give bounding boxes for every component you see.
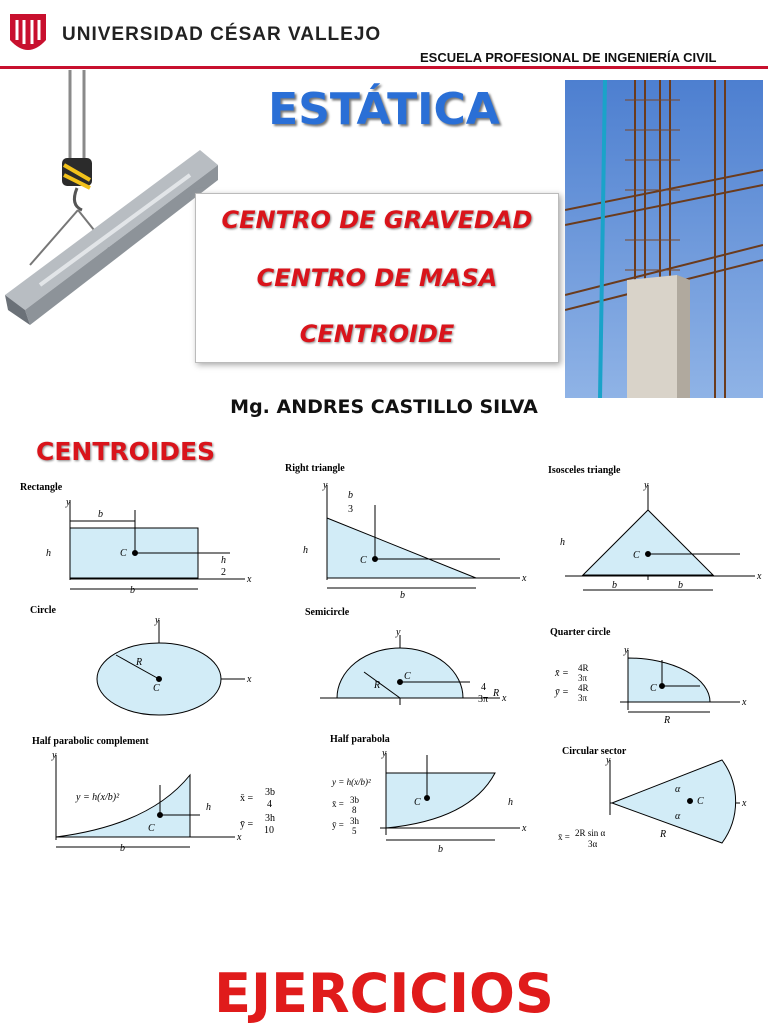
svg-text:y: y (323, 480, 328, 491)
svg-text:10: 10 (264, 825, 274, 836)
svg-text:3h: 3h (265, 813, 275, 824)
svg-text:α: α (675, 784, 681, 795)
svg-text:Rectangle: Rectangle (20, 482, 63, 493)
svg-text:h: h (303, 545, 308, 556)
svg-text:ȳ =: ȳ = (555, 687, 569, 698)
svg-text:x: x (247, 574, 252, 585)
quarter-circle-shape (550, 627, 747, 726)
svg-text:y: y (382, 748, 387, 759)
svg-text:3α: 3α (588, 839, 598, 849)
svg-text:C: C (120, 548, 127, 559)
svg-text:h: h (508, 797, 513, 808)
author-name: Mg. ANDRES CASTILLO SILVA (230, 396, 538, 418)
svg-text:x: x (757, 571, 762, 582)
svg-text:y = h(x/b)²: y = h(x/b)² (76, 792, 120, 803)
svg-text:x: x (237, 832, 242, 843)
svg-text:8: 8 (352, 805, 357, 815)
svg-text:R: R (136, 657, 143, 668)
svg-text:Circular sector: Circular sector (562, 746, 627, 757)
half-parabolic-complement-shape (32, 736, 275, 854)
semicircle-shape (305, 607, 507, 705)
right-triangle-shape (285, 463, 527, 601)
svg-text:y: y (66, 497, 71, 508)
svg-text:4R: 4R (578, 683, 589, 693)
svg-text:R: R (664, 715, 671, 726)
svg-text:x̄ =: x̄ = (555, 668, 569, 679)
svg-text:R: R (660, 829, 667, 840)
svg-text:y: y (155, 615, 160, 626)
svg-text:h: h (221, 555, 226, 566)
svg-text:x: x (247, 674, 252, 685)
university-name: UNIVERSIDAD CÉSAR VALLEJO (62, 24, 382, 45)
svg-text:3h: 3h (350, 816, 359, 826)
svg-text:Isosceles triangle: Isosceles triangle (548, 465, 621, 476)
svg-text:2R sin α: 2R sin α (575, 828, 606, 838)
svg-text:b: b (400, 590, 405, 601)
svg-text:ȳ =: ȳ = (240, 819, 254, 830)
svg-text:C: C (650, 683, 657, 694)
svg-text:b: b (612, 580, 617, 591)
svg-text:R: R (493, 688, 500, 699)
svg-text:3π: 3π (478, 694, 489, 705)
svg-text:x̄ =: x̄ = (240, 793, 254, 804)
svg-text:α: α (675, 811, 681, 822)
section-heading: CENTROIDES (36, 437, 216, 466)
svg-text:y = h(x/b)²: y = h(x/b)² (332, 777, 371, 787)
svg-text:C: C (404, 671, 411, 682)
construction-column-photo (565, 80, 763, 398)
svg-text:2: 2 (221, 567, 226, 578)
topic-centro-de-gravedad: CENTRO DE GRAVEDAD (221, 206, 533, 234)
svg-text:x̄ =: x̄ = (332, 799, 344, 809)
svg-text:C: C (414, 797, 421, 808)
topic-centroide: CENTROIDE (299, 320, 455, 348)
svg-text:x: x (742, 697, 747, 708)
rectangle-shape (20, 482, 252, 596)
svg-text:y: y (606, 755, 611, 766)
svg-text:4R: 4R (578, 663, 589, 673)
svg-text:Right triangle: Right triangle (285, 463, 345, 474)
svg-text:C: C (153, 683, 160, 694)
header-divider (0, 66, 768, 69)
svg-text:Quarter circle: Quarter circle (550, 627, 611, 638)
svg-text:Semicircle: Semicircle (305, 607, 350, 618)
svg-text:h: h (560, 537, 565, 548)
svg-text:3: 3 (348, 504, 353, 515)
svg-text:Half parabolic complement: Half parabolic complement (32, 736, 149, 747)
svg-text:ȳ =: ȳ = (332, 820, 344, 830)
svg-text:3b: 3b (350, 795, 359, 805)
svg-text:h: h (46, 548, 51, 559)
svg-text:3π: 3π (578, 693, 588, 703)
footer-heading: EJERCICIOS (214, 962, 554, 1025)
svg-text:x: x (522, 573, 527, 584)
svg-text:x: x (742, 798, 747, 809)
svg-text:C: C (633, 550, 640, 561)
page-title: ESTÁTICA (268, 84, 500, 135)
svg-text:b: b (348, 490, 353, 501)
centroid-shapes-figure (0, 455, 768, 875)
isosceles-triangle-shape (548, 465, 762, 591)
svg-text:C: C (697, 796, 704, 807)
university-logo-icon (8, 10, 48, 60)
svg-text:C: C (360, 555, 367, 566)
svg-text:x: x (522, 823, 527, 834)
svg-text:4: 4 (267, 799, 272, 810)
svg-text:Circle: Circle (30, 605, 56, 616)
circle-shape (30, 605, 252, 715)
svg-text:y: y (52, 750, 57, 761)
svg-text:b: b (130, 585, 135, 596)
svg-text:y: y (644, 480, 649, 491)
svg-text:h: h (206, 802, 211, 813)
svg-text:C: C (148, 823, 155, 834)
svg-text:Half parabola: Half parabola (330, 734, 390, 745)
svg-text:4: 4 (481, 682, 486, 693)
half-parabola-shape (330, 734, 527, 855)
svg-text:b: b (438, 844, 443, 855)
svg-text:b: b (120, 843, 125, 854)
svg-text:3b: 3b (265, 787, 275, 798)
svg-text:y: y (624, 645, 629, 656)
svg-text:y: y (396, 627, 401, 638)
svg-text:b: b (678, 580, 683, 591)
svg-text:x: x (502, 693, 507, 704)
svg-text:b: b (98, 509, 103, 520)
svg-text:x̄ =: x̄ = (558, 832, 570, 842)
svg-text:3π: 3π (578, 673, 588, 683)
school-name: ESCUELA PROFESIONAL DE INGENIERÍA CIVIL (420, 50, 717, 65)
topic-centro-de-masa: CENTRO DE MASA (256, 264, 498, 292)
topics-box (195, 193, 559, 363)
circular-sector-shape (558, 746, 747, 849)
svg-text:5: 5 (352, 826, 357, 836)
svg-text:R: R (374, 680, 381, 691)
